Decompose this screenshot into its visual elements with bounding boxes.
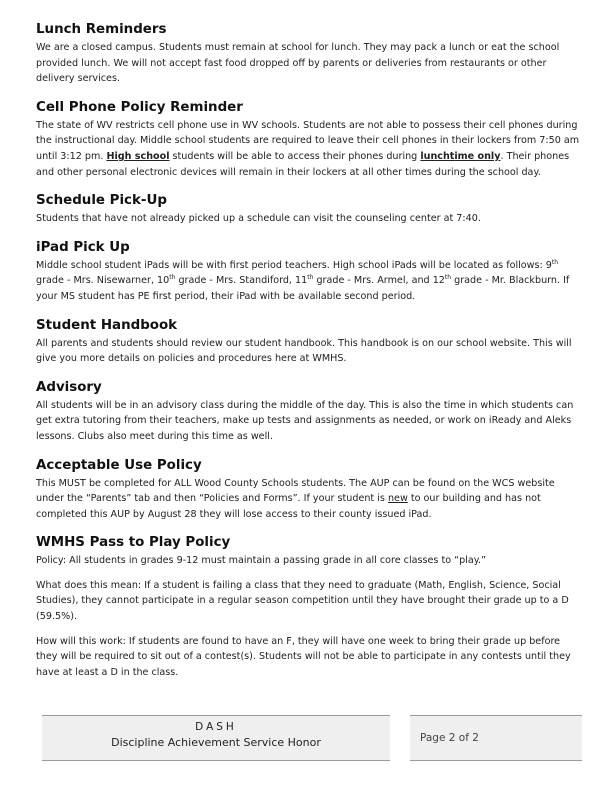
- ipad-text-d: grade - Mrs. Armel, and 12: [313, 275, 445, 287]
- pass-to-play-how: How will this work: If students are found to have an F, they will have one week to bring their grade up before they will be required to sit out of a contest(s). Students will not be able to participate in any contests until they have at least a D in the class.: [36, 635, 571, 678]
- section-advisory: [36, 380, 582, 445]
- lunch-reminders-heading: Lunch Reminders: [36, 22, 167, 37]
- footer-motto-box: [42, 715, 390, 761]
- newsletter-page: [36, 22, 582, 693]
- section-schedule-pickup: [36, 193, 582, 227]
- footer-motto: Discipline Achievement Service Honor: [111, 736, 321, 749]
- schedule-pickup-text: Students that have not already picked up a schedule can visit the counseling center at 7:40.: [36, 213, 481, 225]
- section-pass-to-play: [36, 535, 582, 680]
- aup-text-a: This MUST be completed for ALL Wood County Schools students. The AUP can be found on the WCS website under the “Parents” tab and then “Policies and Forms”. If your student is: [36, 477, 555, 505]
- aup-text-b: to our building and has not completed this AUP by August 28 they will lose access to their county issued iPad.: [36, 493, 541, 520]
- high-school-emphasis: High school: [106, 150, 170, 162]
- cell-text-b: students will be able to access their phones during: [169, 150, 421, 162]
- ordinal-suffix: th: [169, 274, 176, 282]
- ipad-pickup-heading: iPad Pick Up: [36, 239, 130, 255]
- lunchtime-only-emphasis: lunchtime only: [420, 150, 501, 162]
- ipad-text-a: Middle school student iPads will be with first period teachers. High school iPads will be located as follows: 9: [36, 259, 552, 271]
- section-student-handbook: [36, 318, 582, 367]
- footer-dash: DASH: [195, 721, 237, 733]
- schedule-pickup-heading: Schedule Pick-Up: [36, 193, 167, 209]
- ipad-text-b: grade - Mrs. Nisewarner, 10: [36, 275, 170, 287]
- acceptable-use-policy-heading: Acceptable Use Policy: [36, 457, 202, 473]
- section-lunch-reminders: [36, 22, 582, 87]
- advisory-text: All students will be in an advisory class during the middle of the day. This is also the time in which students can get extra tutoring from their teachers, make up tests and assignments as needed, or work on iReady and Aleks lessons. Clubs also meet during this time as well.: [36, 399, 574, 442]
- section-ipad-pickup: [36, 240, 582, 305]
- student-handbook-text: All parents and students should review our student handbook. This handbook is on our school website. This will give you more details on policies and procedures here at WMHS.: [36, 337, 572, 365]
- advisory-heading: Advisory: [36, 379, 102, 395]
- cell-phone-policy-text: [36, 118, 582, 180]
- pass-to-play-heading: WMHS Pass to Play Policy: [36, 535, 231, 551]
- cell-phone-policy-heading: Cell Phone Policy Reminder: [36, 99, 243, 115]
- ipad-pickup-text: [36, 258, 582, 305]
- footer-page-box: [410, 715, 582, 761]
- ordinal-suffix: th: [444, 274, 452, 282]
- page-number: Page 2 of 2: [420, 732, 479, 744]
- cell-text-c: . Their phones and other personal electronic devices will remain in their lockers at all other times during the school day.: [36, 150, 570, 178]
- ordinal-suffix: th: [551, 258, 559, 266]
- section-acceptable-use-policy: [36, 458, 582, 523]
- ipad-text-e: grade - Mr. Blackburn. If your MS student has PE first period, their iPad with be available second period.: [36, 275, 570, 302]
- ipad-text-c: grade - Mrs. Standiford, 11: [175, 275, 308, 287]
- pass-to-play-meaning: What does this mean: If a student is failing a class that they need to graduate (Math, English, Science, Social Studies), they cannot participate in a regular season competition until they have brought their grade up to a D (59.5%).: [36, 579, 569, 623]
- ordinal-suffix: th: [307, 274, 314, 282]
- section-cell-phone-policy: [36, 100, 582, 180]
- lunch-reminders-text: We are a closed campus. Students must remain at school for lunch. They may pack a lunch or eat the school provided lunch. We will not accept fast food dropped off by parents or deliveries from restaurants or other delivery services.: [36, 42, 560, 85]
- new-emphasis: new: [387, 493, 408, 505]
- pass-to-play-policy: Policy: All students in grades 9-12 must maintain a passing grade in all core classes to “play.”: [36, 555, 487, 567]
- acceptable-use-policy-text: [36, 476, 582, 523]
- student-handbook-heading: Student Handbook: [36, 317, 178, 333]
- cell-text-a: The state of WV restricts cell phone use in WV schools. Students are not able to possess their cell phones during the instructional day. Middle school students are required to leave their cell phones in their lockers from 7:50 am until 3:12 pm.: [36, 119, 580, 162]
